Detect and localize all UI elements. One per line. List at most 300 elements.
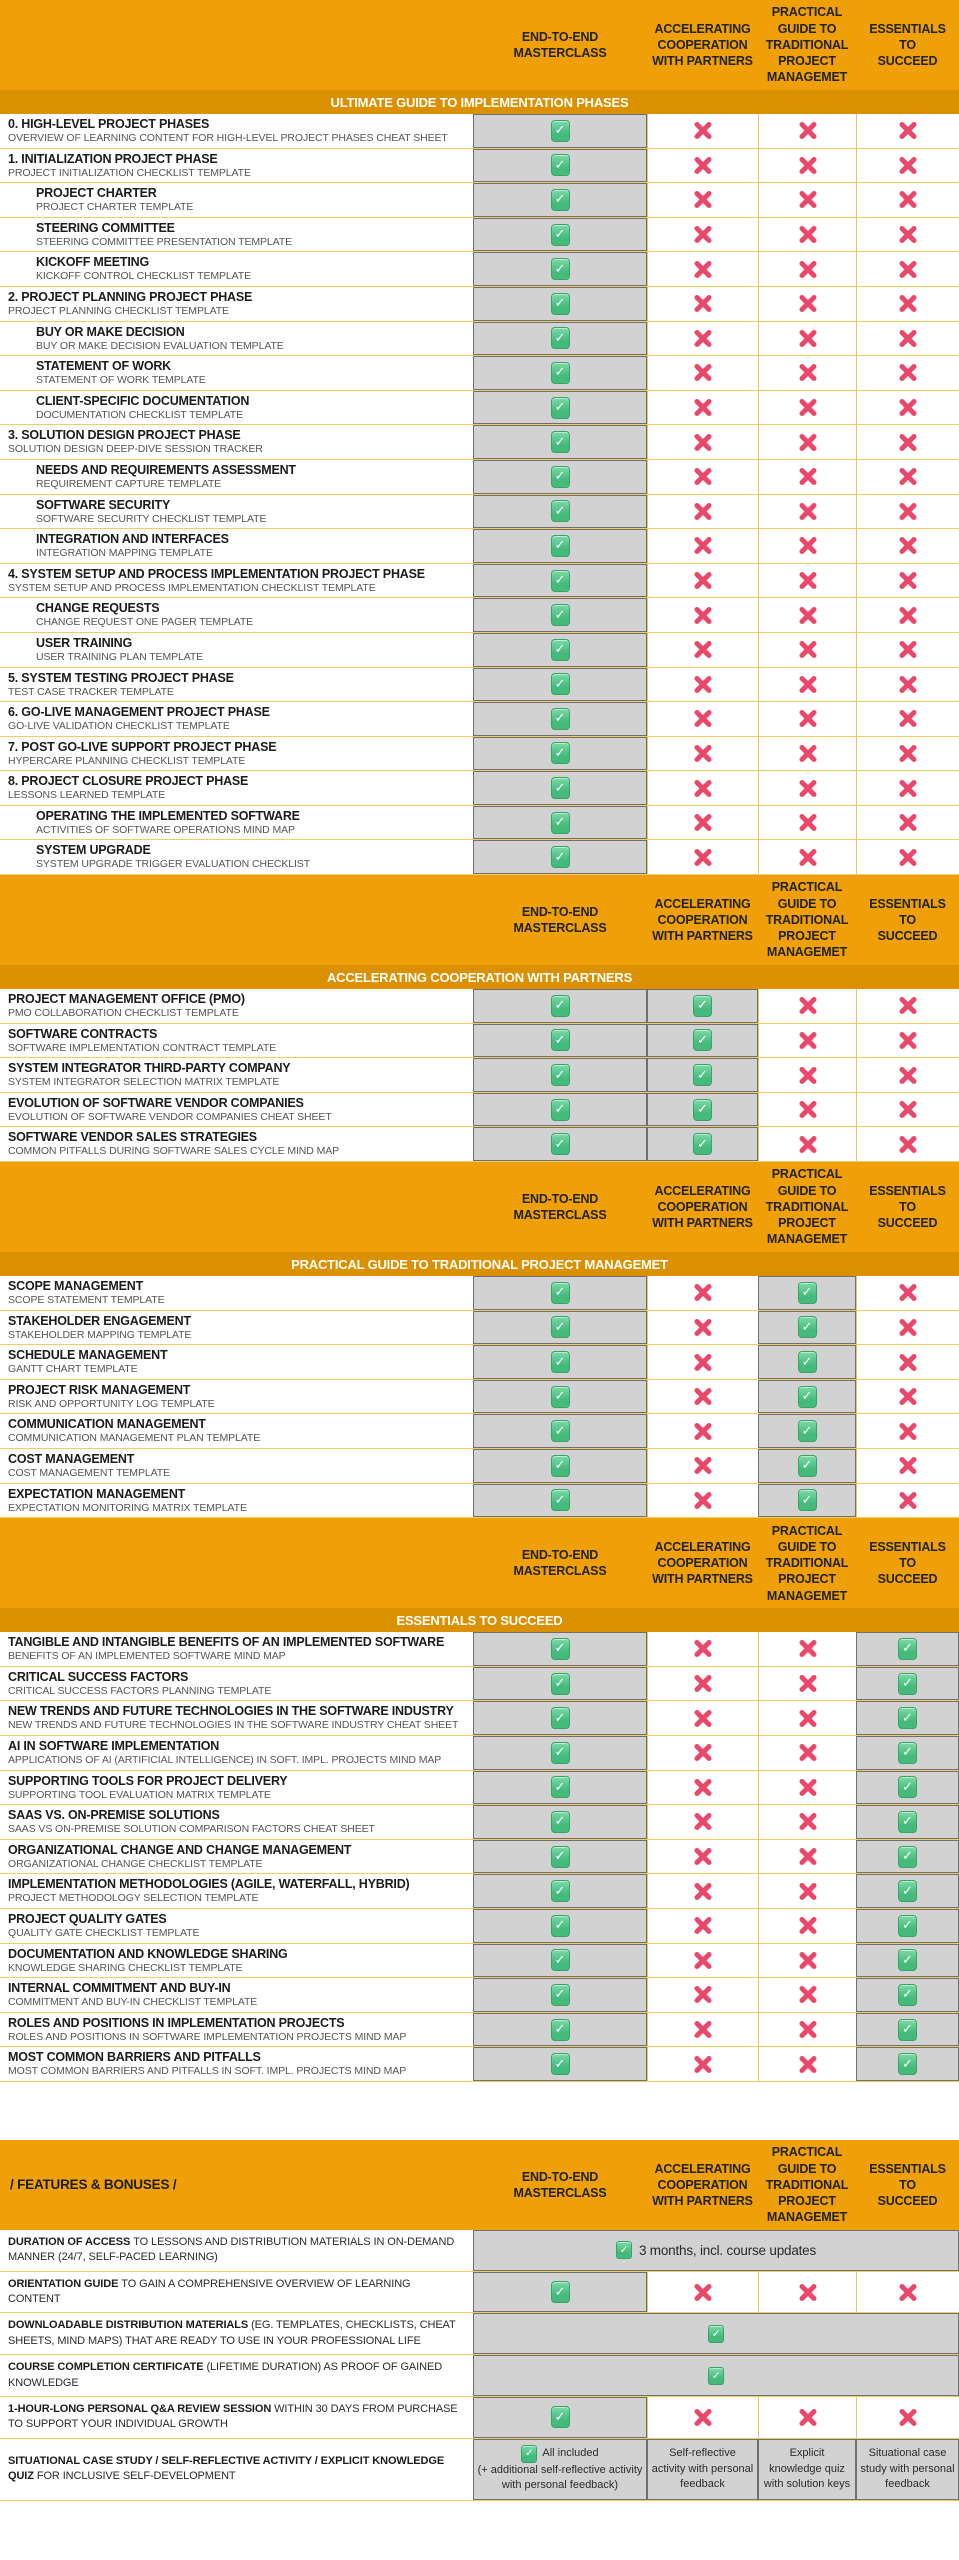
feature-label: ORIENTATION GUIDE TO GAIN A COMPREHENSIVE OVERVIEW OF LEARNING CONTENT	[8, 2277, 411, 2306]
x-icon	[898, 294, 918, 314]
mark-cell	[758, 1944, 856, 1978]
row-label	[0, 840, 473, 874]
table-row	[0, 737, 959, 772]
column-header-label: ESSENTIALS TO SUCCEED	[869, 896, 946, 944]
mark-cell	[647, 1632, 758, 1666]
row-title: 1. INITIALIZATION PROJECT PHASE	[8, 151, 218, 166]
mark-cell	[758, 1058, 856, 1092]
row-title: DOCUMENTATION AND KNOWLEDGE SHARING	[8, 1946, 288, 1961]
row-subtitle: MOST COMMON BARRIERS AND PITFALLS IN SOFT. IMPL. PROJECTS MIND MAP	[8, 2065, 407, 2078]
row-label	[0, 1736, 473, 1770]
row-subtitle: STAKEHOLDER MAPPING TEMPLATE	[8, 1328, 192, 1341]
row-subtitle: QUALITY GATE CHECKLIST TEMPLATE	[8, 1926, 200, 1939]
check-icon	[708, 2367, 724, 2385]
mark-cell	[856, 806, 959, 840]
feature-label-lead: COURSE COMPLETION CERTIFICATE	[8, 2361, 207, 2374]
mark-cell	[473, 840, 647, 874]
row-title: SOFTWARE VENDOR SALES STRATEGIES	[8, 1130, 257, 1145]
mark-cell	[856, 840, 959, 874]
x-icon	[798, 467, 818, 487]
mark-cell	[473, 1771, 647, 1805]
check-icon	[898, 1673, 917, 1695]
column-header-label: END-TO-END MASTERCLASS	[513, 904, 607, 936]
mark-cell	[856, 1127, 959, 1161]
mark-cell	[473, 1311, 647, 1345]
feature-row	[0, 2313, 959, 2355]
mark-cell	[647, 1701, 758, 1735]
table-row	[0, 840, 959, 875]
mark-cell	[647, 1484, 758, 1518]
table-row	[0, 1736, 959, 1771]
mark-cell	[473, 287, 647, 321]
row-title: 6. GO-LIVE MANAGEMENT PROJECT PHASE	[8, 705, 270, 720]
mark-cell	[473, 149, 647, 183]
feature-label: DOWNLOADABLE DISTRIBUTION MATERIALS (EG. TEMPLATES, CHECKLISTS, CHEAT SHEETS, MIND MAPS) THAT ARE READY TO USE IN YOUR PROFESSIONAL LIFE	[8, 2319, 456, 2347]
mark-cell	[758, 391, 856, 425]
x-icon	[898, 640, 918, 660]
check-icon	[898, 1638, 917, 1660]
row-title: AI IN SOFTWARE IMPLEMENTATION	[8, 1738, 220, 1753]
mark-cell	[758, 495, 856, 529]
mark-cell	[856, 1414, 959, 1448]
x-icon	[898, 674, 918, 694]
mark-cell	[647, 806, 758, 840]
row-label	[0, 1276, 473, 1310]
x-icon	[693, 536, 713, 556]
column-header-label: PRACTICAL GUIDE TO TRADITIONAL PROJECT MANAGEMET	[765, 1167, 849, 1247]
feature-label: 1-HOUR-LONG PERSONAL Q&A REVIEW SESSION WITHIN 30 DAYS FROM PURCHASE TO SUPPORT YOUR INDIVIDUAL GROWTH	[8, 2403, 458, 2431]
mark-cell	[647, 1311, 758, 1345]
mark-cell	[856, 1840, 959, 1874]
mark-cell	[758, 2272, 856, 2313]
row-title: EXPECTATION MANAGEMENT	[8, 1486, 186, 1501]
mark-cell	[758, 989, 856, 1023]
column-header-label: PRACTICAL GUIDE TO TRADITIONAL PROJECT MANAGEMET	[765, 5, 849, 85]
x-icon	[798, 432, 818, 452]
mark-cell	[856, 702, 959, 736]
mark-cell	[856, 668, 959, 702]
x-icon	[898, 1387, 918, 1407]
x-icon	[693, 121, 713, 141]
check-icon	[551, 224, 570, 246]
mark-cell	[758, 2047, 856, 2081]
row-subtitle: SAAS VS ON-PREMISE SOLUTION COMPARISON FACTORS CHEAT SHEET	[8, 1823, 375, 1836]
x-icon	[798, 2020, 818, 2040]
row-subtitle: HYPERCARE PLANNING CHECKLIST TEMPLATE	[8, 754, 246, 767]
mark-cell	[473, 989, 647, 1023]
x-icon	[798, 778, 818, 798]
x-icon	[693, 778, 713, 798]
x-icon	[798, 813, 818, 833]
x-icon	[798, 640, 818, 660]
check-icon	[551, 1949, 570, 1971]
check-icon	[551, 1386, 570, 1408]
mark-cell	[647, 1276, 758, 1310]
mark-cell	[856, 2013, 959, 2047]
table-row	[0, 1345, 959, 1380]
table-row	[0, 114, 959, 149]
x-icon	[898, 1065, 918, 1085]
x-icon	[798, 1743, 818, 1763]
mark-cell	[856, 218, 959, 252]
mark-cell	[647, 391, 758, 425]
mark-cell	[473, 806, 647, 840]
section-title-band: PRACTICAL GUIDE TO TRADITIONAL PROJECT MANAGEMET	[0, 1252, 959, 1276]
mark-cell	[647, 252, 758, 286]
table-row	[0, 322, 959, 357]
x-icon	[693, 1317, 713, 1337]
mark-cell	[856, 1771, 959, 1805]
row-title: PROJECT QUALITY GATES	[8, 1911, 167, 1926]
x-icon	[693, 1777, 713, 1797]
x-icon	[693, 813, 713, 833]
feature-label: COURSE COMPLETION CERTIFICATE (LIFETIME DURATION) AS PROOF OF GAINED KNOWLEDGE	[8, 2361, 443, 2389]
x-icon	[693, 467, 713, 487]
mark-cell	[758, 737, 856, 771]
x-icon	[798, 2407, 818, 2427]
mark-cell	[647, 1667, 758, 1701]
mark-cell	[473, 1127, 647, 1161]
mark-cell	[473, 391, 647, 425]
x-icon	[798, 1916, 818, 1936]
check-icon	[551, 1846, 570, 1868]
column-header-label: ESSENTIALS TO SUCCEED	[869, 2161, 946, 2209]
mark-cell	[856, 598, 959, 632]
x-icon	[898, 1421, 918, 1441]
mark-cell	[758, 806, 856, 840]
x-icon	[798, 1881, 818, 1901]
mark-cell	[856, 495, 959, 529]
mark-cell	[856, 564, 959, 598]
row-label	[0, 668, 473, 702]
row-label	[0, 1345, 473, 1379]
table-row	[0, 425, 959, 460]
mark-cell	[758, 1667, 856, 1701]
check-icon	[693, 1133, 712, 1155]
row-subtitle: TEST CASE TRACKER TEMPLATE	[8, 685, 174, 698]
x-icon	[898, 1283, 918, 1303]
x-icon	[798, 743, 818, 763]
x-icon	[798, 847, 818, 867]
feature-row	[0, 2439, 959, 2501]
row-subtitle: SYSTEM INTEGRATOR SELECTION MATRIX TEMPLATE	[8, 1076, 280, 1089]
row-title: SCHEDULE MANAGEMENT	[8, 1348, 168, 1363]
row-label	[0, 1874, 473, 1908]
check-icon	[551, 812, 570, 834]
table-row	[0, 495, 959, 530]
mark-cell	[758, 668, 856, 702]
row-subtitle: ACTIVITIES OF SOFTWARE OPERATIONS MIND MAP	[36, 823, 295, 836]
column-header-label: ESSENTIALS TO SUCCEED	[869, 1183, 946, 1231]
row-subtitle: SYSTEM SETUP AND PROCESS IMPLEMENTATION CHECKLIST TEMPLATE	[8, 581, 376, 594]
row-label	[0, 391, 473, 425]
column-header-label: PRACTICAL GUIDE TO TRADITIONAL PROJECT MANAGEMET	[765, 1523, 849, 1603]
feature-label-lead: DOWNLOADABLE DISTRIBUTION MATERIALS	[8, 2319, 252, 2332]
mark-cell	[647, 287, 758, 321]
mark-cell	[758, 771, 856, 805]
column-header-label: ACCELERATING COOPERATION WITH PARTNERS	[652, 896, 753, 944]
mark-cell	[647, 2397, 758, 2438]
table-row	[0, 2047, 959, 2082]
x-icon	[693, 640, 713, 660]
check-icon	[798, 1420, 817, 1442]
mark-cell	[473, 322, 647, 356]
mark-cell	[473, 737, 647, 771]
mark-cell	[758, 287, 856, 321]
row-title: CHANGE REQUESTS	[36, 601, 160, 616]
table-row	[0, 1978, 959, 2013]
check-icon	[551, 189, 570, 211]
mark-cell	[473, 668, 647, 702]
table-row	[0, 668, 959, 703]
x-icon	[693, 1283, 713, 1303]
x-icon	[693, 190, 713, 210]
mark-cell	[856, 771, 959, 805]
row-title: SOFTWARE CONTRACTS	[8, 1026, 158, 1041]
mark-cell	[473, 1701, 647, 1735]
column-header-label: END-TO-END MASTERCLASS	[513, 1547, 607, 1579]
mark-cell	[758, 1909, 856, 1943]
check-icon	[551, 154, 570, 176]
column-header	[473, 1191, 647, 1224]
check-icon	[551, 500, 570, 522]
check-icon	[898, 2019, 917, 2041]
check-icon	[551, 1420, 570, 1442]
row-subtitle: GO-LIVE VALIDATION CHECKLIST TEMPLATE	[8, 720, 230, 733]
column-header	[647, 2161, 758, 2210]
row-label	[0, 1093, 473, 1127]
feature-row	[0, 2230, 959, 2272]
row-title: 4. SYSTEM SETUP AND PROCESS IMPLEMENTATION PROJECT PHASE	[8, 566, 425, 581]
column-header-label: END-TO-END MASTERCLASS	[513, 29, 607, 60]
x-icon	[693, 294, 713, 314]
row-label	[0, 287, 473, 321]
table-row	[0, 1667, 959, 1702]
x-icon	[798, 571, 818, 591]
mark-cell	[856, 1874, 959, 1908]
mark-cell	[856, 322, 959, 356]
x-icon	[898, 328, 918, 348]
row-title: INTERNAL COMMITMENT AND BUY-IN	[8, 1981, 231, 1996]
x-icon	[898, 467, 918, 487]
column-headers	[0, 1518, 959, 1608]
mark-cell	[647, 183, 758, 217]
x-icon	[898, 155, 918, 175]
mark-cell	[473, 633, 647, 667]
row-label	[0, 1414, 473, 1448]
mark-cell	[473, 425, 647, 459]
mark-cell	[758, 1805, 856, 1839]
x-icon	[898, 121, 918, 141]
check-icon	[551, 639, 570, 661]
row-title: CLIENT-SPECIFIC DOCUMENTATION	[36, 393, 250, 408]
mark-cell	[758, 1632, 856, 1666]
mark-cell	[647, 1874, 758, 1908]
mark-cell	[758, 1874, 856, 1908]
mark-cell	[856, 1345, 959, 1379]
mark-cell	[856, 425, 959, 459]
x-icon	[693, 2054, 713, 2074]
mark-cell	[647, 1909, 758, 1943]
x-icon	[898, 1317, 918, 1337]
x-icon	[693, 1847, 713, 1867]
check-icon	[551, 535, 570, 557]
row-label	[0, 1805, 473, 1839]
mark-cell	[473, 2013, 647, 2047]
mark-cell	[856, 1276, 959, 1310]
mark-cell	[758, 2397, 856, 2438]
mark-cell	[856, 1311, 959, 1345]
table-row	[0, 183, 959, 218]
x-icon	[798, 190, 818, 210]
mark-cell	[856, 2047, 959, 2081]
mark-cell	[473, 356, 647, 390]
row-label	[0, 1024, 473, 1058]
column-header-label: PRACTICAL GUIDE TO TRADITIONAL PROJECT MANAGEMET	[765, 2145, 849, 2225]
x-icon	[898, 1490, 918, 1510]
table-row	[0, 1909, 959, 1944]
mark-cell	[647, 771, 758, 805]
table-row	[0, 287, 959, 322]
mark-cell	[473, 1805, 647, 1839]
feature-cell-subtext: (+ additional self-reflective activity with personal feedback)	[477, 2463, 643, 2492]
x-icon	[898, 259, 918, 279]
x-icon	[898, 536, 918, 556]
feature-label-lead: DURATION OF ACCESS	[8, 2235, 134, 2248]
row-label	[0, 218, 473, 252]
x-icon	[798, 259, 818, 279]
mark-cell	[647, 668, 758, 702]
row-title: 3. SOLUTION DESIGN PROJECT PHASE	[8, 428, 241, 443]
check-icon	[551, 846, 570, 868]
row-label	[0, 183, 473, 217]
row-title: TANGIBLE AND INTANGIBLE BENEFITS OF AN IMPLEMENTED SOFTWARE	[8, 1635, 445, 1650]
mark-cell	[758, 183, 856, 217]
row-title: OPERATING THE IMPLEMENTED SOFTWARE	[36, 808, 300, 823]
check-icon	[551, 2053, 570, 2075]
x-icon	[693, 1421, 713, 1441]
feature-cell-top	[521, 2445, 598, 2463]
row-title: BUY OR MAKE DECISION	[36, 324, 185, 339]
check-icon	[798, 1316, 817, 1338]
row-label	[0, 702, 473, 736]
x-icon	[898, 571, 918, 591]
x-icon	[898, 847, 918, 867]
check-icon	[551, 1133, 570, 1155]
mark-cell	[856, 1093, 959, 1127]
check-icon	[551, 1064, 570, 1086]
x-icon	[898, 1100, 918, 1120]
x-icon	[693, 1881, 713, 1901]
mark-cell	[647, 1093, 758, 1127]
check-icon	[551, 2019, 570, 2041]
mark-cell	[647, 564, 758, 598]
column-header-label: END-TO-END MASTERCLASS	[513, 1191, 607, 1223]
x-icon	[798, 294, 818, 314]
mark-cell	[856, 460, 959, 494]
row-label	[0, 1944, 473, 1978]
table-row	[0, 391, 959, 426]
check-icon	[898, 1915, 917, 1937]
check-icon	[798, 1489, 817, 1511]
row-subtitle: CRITICAL SUCCESS FACTORS PLANNING TEMPLATE	[8, 1684, 272, 1697]
x-icon	[693, 2282, 713, 2302]
mark-cell	[473, 1024, 647, 1058]
table-row	[0, 1840, 959, 1875]
mark-cell	[473, 1874, 647, 1908]
table-row	[0, 633, 959, 668]
row-label	[0, 598, 473, 632]
row-subtitle: ROLES AND POSITIONS IN SOFTWARE IMPLEMENTATION PROJECTS MIND MAP	[8, 2030, 407, 2043]
x-icon	[798, 1985, 818, 2005]
mark-cell	[758, 2013, 856, 2047]
x-icon	[693, 1985, 713, 2005]
x-icon	[898, 813, 918, 833]
x-icon	[798, 1812, 818, 1832]
mark-cell	[758, 356, 856, 390]
spanning-value-cell	[473, 2313, 959, 2354]
mark-cell	[647, 1840, 758, 1874]
row-title: 5. SYSTEM TESTING PROJECT PHASE	[8, 670, 234, 685]
table-row	[0, 529, 959, 564]
mark-cell	[473, 1840, 647, 1874]
column-header-label: ACCELERATING COOPERATION WITH PARTNERS	[652, 1183, 753, 1231]
check-icon	[551, 1915, 570, 1937]
row-subtitle: PMO COLLABORATION CHECKLIST TEMPLATE	[8, 1007, 239, 1020]
feature-text-cell	[647, 2439, 758, 2500]
row-subtitle: COST MANAGEMENT TEMPLATE	[8, 1467, 170, 1479]
row-label	[0, 771, 473, 805]
row-label	[0, 495, 473, 529]
mark-cell	[856, 1805, 959, 1839]
table-row	[0, 598, 959, 633]
table-row	[0, 1701, 959, 1736]
check-icon	[551, 1351, 570, 1373]
table-row	[0, 1127, 959, 1162]
check-icon	[708, 2325, 724, 2343]
row-title: INTEGRATION AND INTERFACES	[36, 532, 229, 547]
row-subtitle: BUY OR MAKE DECISION EVALUATION TEMPLATE	[36, 339, 284, 352]
x-icon	[798, 996, 818, 1016]
mark-cell	[758, 1414, 856, 1448]
column-header	[758, 4, 856, 85]
mark-cell	[473, 183, 647, 217]
mark-cell	[856, 737, 959, 771]
mark-cell	[647, 737, 758, 771]
check-icon	[798, 1351, 817, 1373]
check-icon	[551, 742, 570, 764]
x-icon	[798, 1847, 818, 1867]
check-icon	[693, 1029, 712, 1051]
row-subtitle: STATEMENT OF WORK TEMPLATE	[36, 374, 206, 387]
x-icon	[693, 1639, 713, 1659]
mark-cell	[647, 149, 758, 183]
table-row	[0, 218, 959, 253]
x-icon	[898, 1134, 918, 1154]
check-icon	[798, 1455, 817, 1477]
row-subtitle: PROJECT INITIALIZATION CHECKLIST TEMPLATE	[8, 166, 251, 179]
x-icon	[898, 2282, 918, 2302]
mark-cell	[856, 1701, 959, 1735]
x-icon	[693, 1950, 713, 1970]
mark-cell	[856, 149, 959, 183]
column-header	[473, 1547, 647, 1580]
row-subtitle: EXPECTATION MONITORING MATRIX TEMPLATE	[8, 1501, 247, 1514]
row-label	[0, 114, 473, 148]
check-icon	[551, 1029, 570, 1051]
x-icon	[898, 778, 918, 798]
mark-cell	[856, 287, 959, 321]
